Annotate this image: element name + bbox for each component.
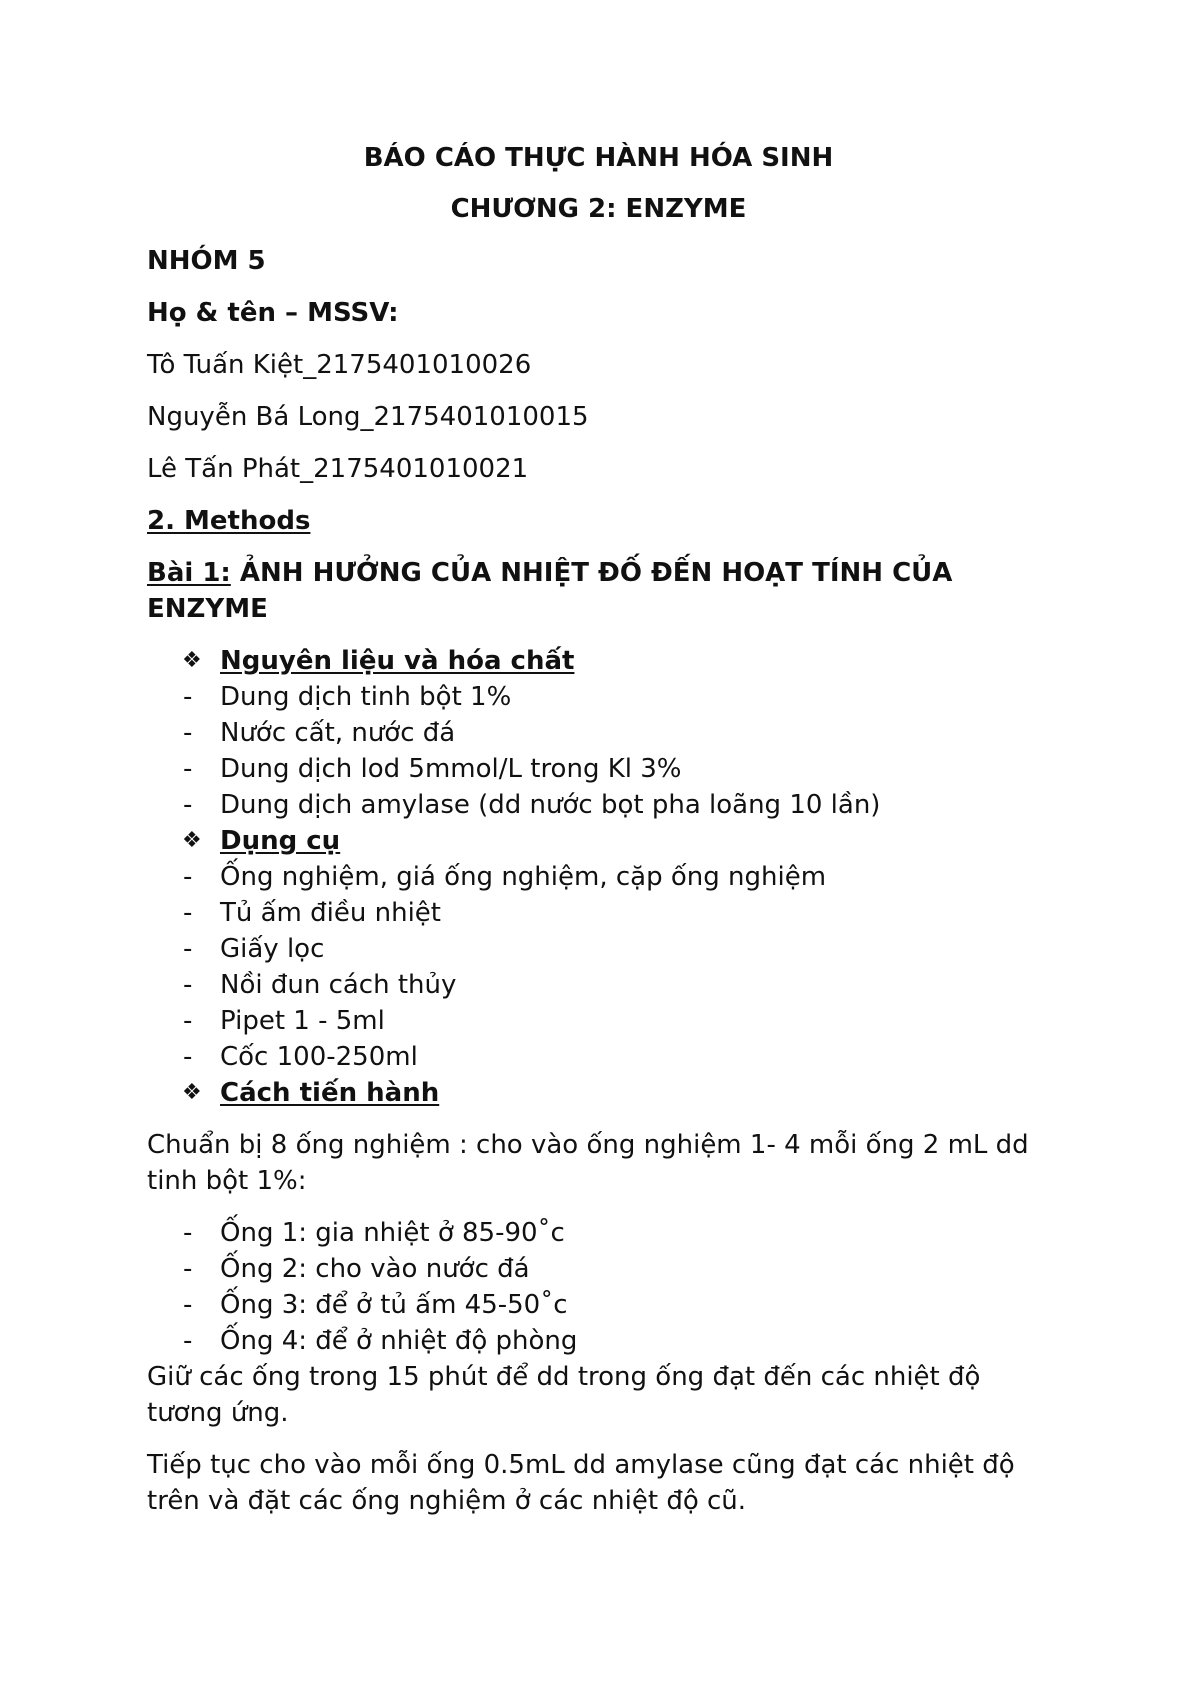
materials-list	[147, 679, 1050, 823]
lesson-title: ẢNH HƯỞNG CỦA NHIỆT ĐỐ ĐẾN HOẠT TÍNH CỦA ENZYME	[147, 558, 953, 624]
procedure-heading-text: Cách tiến hành	[220, 1078, 440, 1108]
list-item	[147, 967, 1050, 1003]
list-item	[147, 751, 1050, 787]
list-item-text: Ống 4: để ở nhiệt độ phòng	[220, 1326, 578, 1356]
dash-bullet: -	[183, 934, 193, 964]
dash-bullet: -	[183, 1042, 193, 1072]
dash-bullet: -	[183, 970, 193, 1000]
tools-list	[147, 859, 1050, 1075]
dash-bullet: -	[183, 718, 193, 748]
list-item	[147, 1003, 1050, 1039]
list-item-text: Nước cất, nước đá	[220, 718, 456, 748]
lesson-heading	[147, 555, 1050, 627]
dash-bullet: -	[183, 1290, 193, 1320]
tubes-list	[147, 1215, 1050, 1359]
diamond-bullet-icon: ❖	[182, 828, 202, 853]
dash-bullet: -	[183, 898, 193, 928]
materials-heading-text: Nguyên liệu và hóa chất	[220, 646, 575, 676]
chapter-title: CHƯƠNG 2: ENZYME	[450, 194, 747, 224]
list-item	[147, 895, 1050, 931]
dash-bullet: -	[183, 1006, 193, 1036]
dash-bullet: -	[183, 790, 193, 820]
dash-bullet: -	[183, 1254, 193, 1284]
procedure-step-3: Tiếp tục cho vào mỗi ống 0.5mL dd amylase cũng đạt các nhiệt độ trên và đặt các ống nghiệm ở các nhiệt độ cũ.	[147, 1450, 1015, 1516]
list-item-text: Pipet 1 - 5ml	[220, 1006, 385, 1036]
list-item	[147, 679, 1050, 715]
report-title: BÁO CÁO THỰC HÀNH HÓA SINH	[363, 143, 834, 173]
member-1: Tô Tuấn Kiệt_2175401010026	[147, 350, 532, 380]
diamond-bullet-icon: ❖	[182, 648, 202, 673]
list-item-text: Dung dịch tinh bột 1%	[220, 682, 512, 712]
dash-bullet: -	[183, 1326, 193, 1356]
dash-bullet: -	[183, 1218, 193, 1248]
dash-bullet: -	[183, 862, 193, 892]
procedure-step-2: Giữ các ống trong 15 phút để dd trong ống đạt đến các nhiệt độ tương ứng.	[147, 1362, 981, 1428]
dash-bullet: -	[183, 682, 193, 712]
list-item	[147, 931, 1050, 967]
list-item-text: Ống 1: gia nhiệt ở 85-90˚c	[220, 1218, 565, 1248]
procedure-heading	[147, 1075, 1050, 1111]
list-item	[147, 1251, 1050, 1287]
member-2: Nguyễn Bá Long_2175401010015	[147, 402, 589, 432]
member-3: Lê Tấn Phát_2175401010021	[147, 454, 529, 484]
group-name: NHÓM 5	[147, 246, 266, 276]
list-item-text: Dung dịch amylase (dd nước bọt pha loãng 10 lần)	[220, 790, 881, 820]
list-item	[147, 1039, 1050, 1075]
members-label: Họ & tên – MSSV:	[147, 298, 399, 328]
procedure-intro: Chuẩn bị 8 ống nghiệm : cho vào ống nghiệm 1- 4 mỗi ống 2 mL dd tinh bột 1%:	[147, 1130, 1029, 1196]
list-item-text: Ống nghiệm, giá ống nghiệm, cặp ống nghiệm	[220, 862, 827, 892]
list-item	[147, 859, 1050, 895]
list-item-text: Nồi đun cách thủy	[220, 970, 457, 1000]
list-item	[147, 1215, 1050, 1251]
methods-heading: 2. Methods	[147, 506, 311, 536]
materials-heading	[147, 643, 1050, 679]
list-item-text: Cốc 100-250ml	[220, 1042, 418, 1072]
list-item-text: Tủ ấm điều nhiệt	[220, 898, 441, 928]
tools-heading	[147, 823, 1050, 859]
list-item-text: Ống 2: cho vào nước đá	[220, 1254, 530, 1284]
list-item-text: Dung dịch lod 5mmol/L trong Kl 3%	[220, 754, 682, 784]
list-item	[147, 1323, 1050, 1359]
list-item	[147, 715, 1050, 751]
list-item	[147, 787, 1050, 823]
list-item	[147, 1287, 1050, 1323]
lesson-label: Bài 1:	[147, 558, 231, 588]
diamond-bullet-icon: ❖	[182, 1080, 202, 1105]
list-item-text: Giấy lọc	[220, 934, 325, 964]
tools-heading-text: Dụng cụ	[220, 826, 341, 856]
dash-bullet: -	[183, 754, 193, 784]
list-item-text: Ống 3: để ở tủ ấm 45-50˚c	[220, 1290, 568, 1320]
